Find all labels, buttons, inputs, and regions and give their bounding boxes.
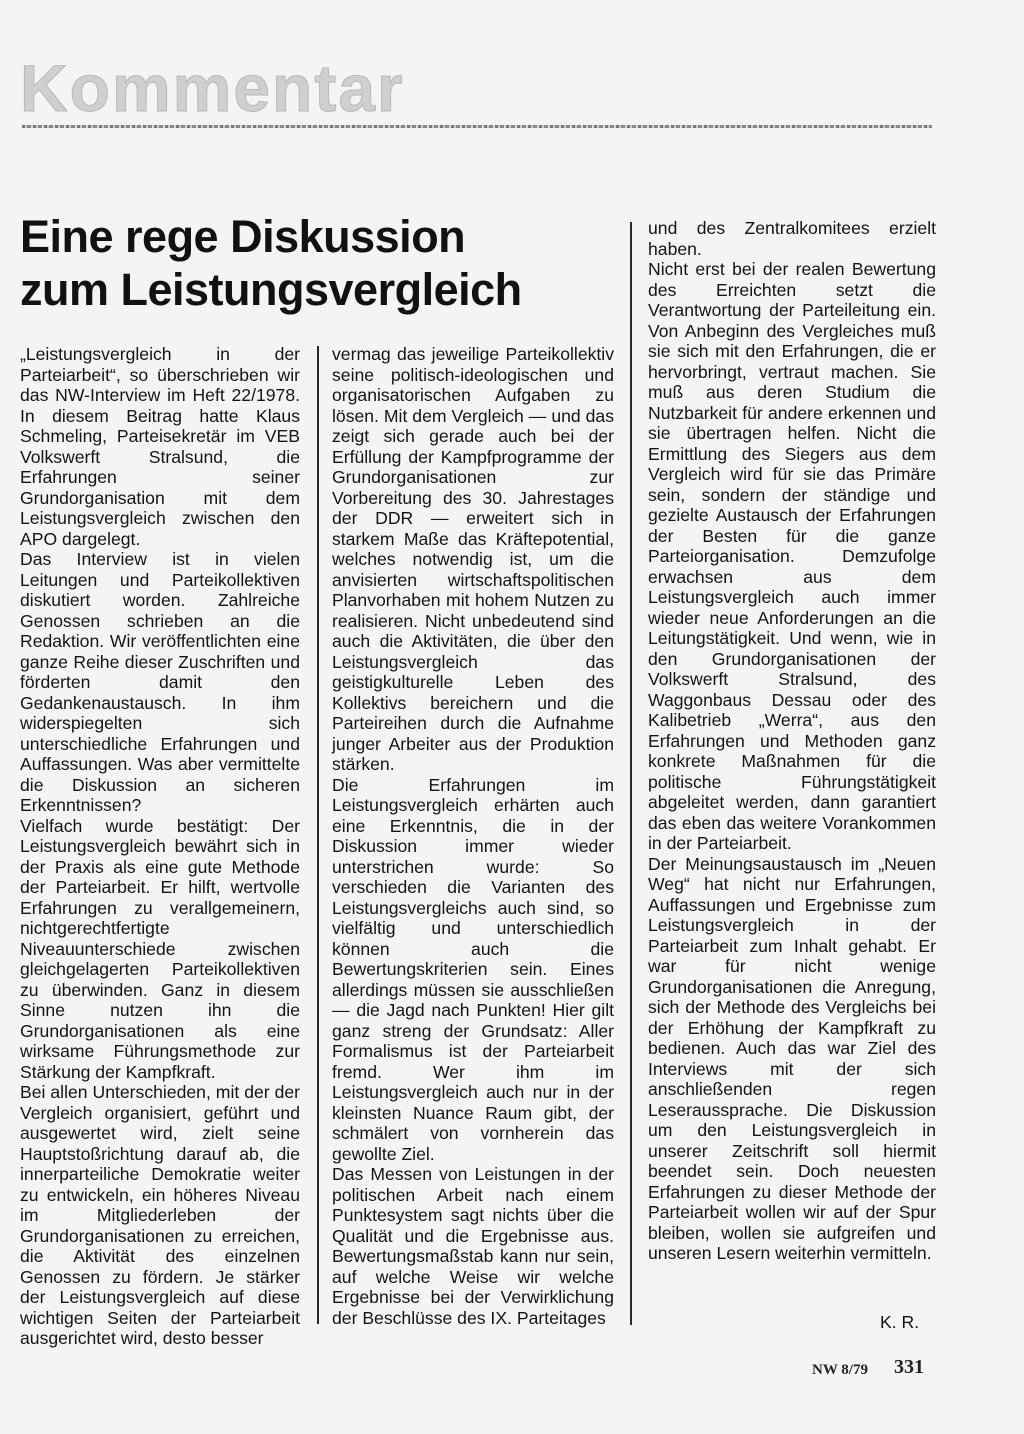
- paragraph: Die Erfahrungen im Leistungsvergleich erhärten auch eine Erkenntnis, die in der Diskussion immer wieder unterstrichen wurde: So verschieden die Varianten des Leistungsvergleichs auch sind, so vielfältig und unterschiedlich können auch die Bewertungskriterien sein. Eines allerdings müssen sie ausschließen — die Jagd nach Punkten! Hier gilt ganz streng der Grundsatz: Aller Formalismus ist der Parteiarbeit fremd. Wer ihm im Leistungsvergleich auch nur in der kleinsten Nuance Raum gibt, der schmälert von vornherein das gewollte Ziel.: [332, 774, 614, 1164]
- paragraph: Der Meinungsaustausch im „Neuen Weg“ hat nicht nur Erfahrungen, Auffassungen und Ergebnisse zum Leistungsvergleich in der Parteiarbeit zum Inhalt gehabt. Er war für nicht wenige Grundorganisationen die Anregung, sich der Methode des Vergleichs bei der Erhöhung der Kampfkraft zu bedienen. Auch das war Ziel des Interviews mit der sich anschließenden regen Leseraussprache. Die Diskussion um den Leistungsvergleich in unserer Zeitschrift soll hiermit beendet sein. Doch neuesten Erfahrungen zu dieser Methode der Parteiarbeit wollen wir auf der Spur bleiben, wollen sie aufgreifen und unseren Lesern weiterhin vermitteln.: [648, 853, 936, 1263]
- article-headline: [20, 210, 620, 316]
- paragraph: und des Zentralkomitees erzielt haben.: [648, 218, 936, 259]
- column-divider-2: [630, 222, 632, 1325]
- paragraph: Nicht erst bei der realen Bewertung des Erreichten setzt die Verantwortung der Parteileitung ein. Von Anbeginn des Vergleiches muß sie sich mit den Erfahrungen, die er hervorbringt, vertraut machen. Sie muß aus deren Studium die Nutzbarkeit für andere erkennen und sie übertragen helfen. Nicht die Ermittlung des Siegers aus dem Vergleich wird für sie das Primäre sein, sondern der ständige und gezielte Austausch der Erfahrungen der Besten für die ganze Parteiorganisation. Demzufolge erwachsen aus dem Leistungsvergleich auch immer wieder neue Anforderungen an die Leitungstätigkeit. Und wenn, wie in den Grundorganisationen der Volkswerft Stralsund, des Waggonbaus Dessau oder des Kalibetrieb „Werra“, aus den Erfahrungen und Methoden ganz konkrete Maßnahmen für die politische Führungstätigkeit abgeleitet werden, dann garantiert das eben das weitere Vorankommen in der Parteiarbeit.: [648, 259, 936, 853]
- author-signature: K. R.: [880, 1312, 920, 1332]
- paragraph: Das Interview ist in vielen Leitungen und Parteikollektiven diskutiert worden. Zahlreiche Genossen schrieben an die Redaktion. Wir veröffentlichten eine ganze Reihe dieser Zuschriften und förderten damit den Gedankenaustausch. In ihm widerspiegelten sich unterschiedliche Erfahrungen und Auffassungen. Was aber vermittelte die Diskussion an sicheren Erkenntnissen?: [20, 549, 300, 815]
- article-column-1: [20, 344, 300, 1349]
- paragraph: Vielfach wurde bestätigt: Der Leistungsvergleich bewährt sich in der Praxis als eine gute Methode der Parteiarbeit. Er hilft, wertvolle Erfahrungen zu verallgemeinern, nichtgerechtfertigte Niveauunterschiede zwischen gleichgelagerten Parteikollektiven zu überwinden. Ganz in diesem Sinne nutzen ihn die Grundorganisationen als eine wirksame Führungsmethode zur Stärkung der Kampfkraft.: [20, 815, 300, 1082]
- kicker-rule: [22, 125, 932, 128]
- page-number: 331: [894, 1356, 924, 1378]
- headline-line-1: Eine rege Diskussion: [20, 211, 466, 262]
- column-divider-1: [317, 346, 319, 1324]
- paragraph: Bei allen Unterschieden, mit der der Vergleich organisiert, geführt und ausgewertet wird, zielt seine Hauptstoßrichtung darauf ab, die innerparteiliche Demokratie weiter zu entwickeln, ein höheres Niveau im Mitgliederleben der Grundorganisationen zu erreichen, die Aktivität des einzelnen Genossen zu fördern. Je stärker der Leistungsvergleich auf diese wichtigen Seiten der Parteiarbeit ausgerichtet wird, desto besser: [20, 1082, 300, 1348]
- paragraph: „Leistungsvergleich in der Parteiarbeit“, so überschrieben wir das NW-Interview im Heft 22/1978. In diesem Beitrag hatte Klaus Schmeling, Parteisekretär im VEB Volkswerft Stralsund, die Erfahrungen seiner Grundorganisation mit dem Leistungsvergleich zwischen den APO dargelegt.: [20, 344, 300, 549]
- paragraph: vermag das jeweilige Parteikollektiv seine politisch-ideologischen und organisatorischen Aufgaben zu lösen. Mit dem Vergleich — und das zeigt sich gerade auch bei der Erfüllung der Kampfprogramme der Grundorganisationen zur Vorbereitung des 30. Jahrestages der DDR — erweitert sich in starkem Maße das Kräftepotential, welches notwendig ist, um die anvisierten wirtschaftspolitischen Planvorhaben mit hohem Nutzen zu realisieren. Nicht unbedeutend sind auch die Aktivitäten, die über den Leistungsvergleich das geistigkulturelle Leben des Kollektivs bereichern und die Parteireihen durch die Aufnahme junger Arbeiter aus der Produktion stärken.: [332, 344, 614, 774]
- article-column-2: [332, 344, 614, 1328]
- paragraph: Das Messen von Leistungen in der politischen Arbeit nach einem Punktesystem sagt nichts über die Qualität und die Ergebnisse aus. Bewertungsmaßstab kann nur sein, auf welche Weise wir welche Ergebnisse bei der Verwirklichung der Beschlüsse des IX. Parteitages: [332, 1164, 614, 1328]
- journal-issue: NW 8/79: [812, 1362, 868, 1378]
- headline-line-2: zum Leistungsvergleich: [20, 264, 522, 315]
- section-kicker: Kommentar: [20, 51, 405, 125]
- article-column-3: [648, 218, 936, 1264]
